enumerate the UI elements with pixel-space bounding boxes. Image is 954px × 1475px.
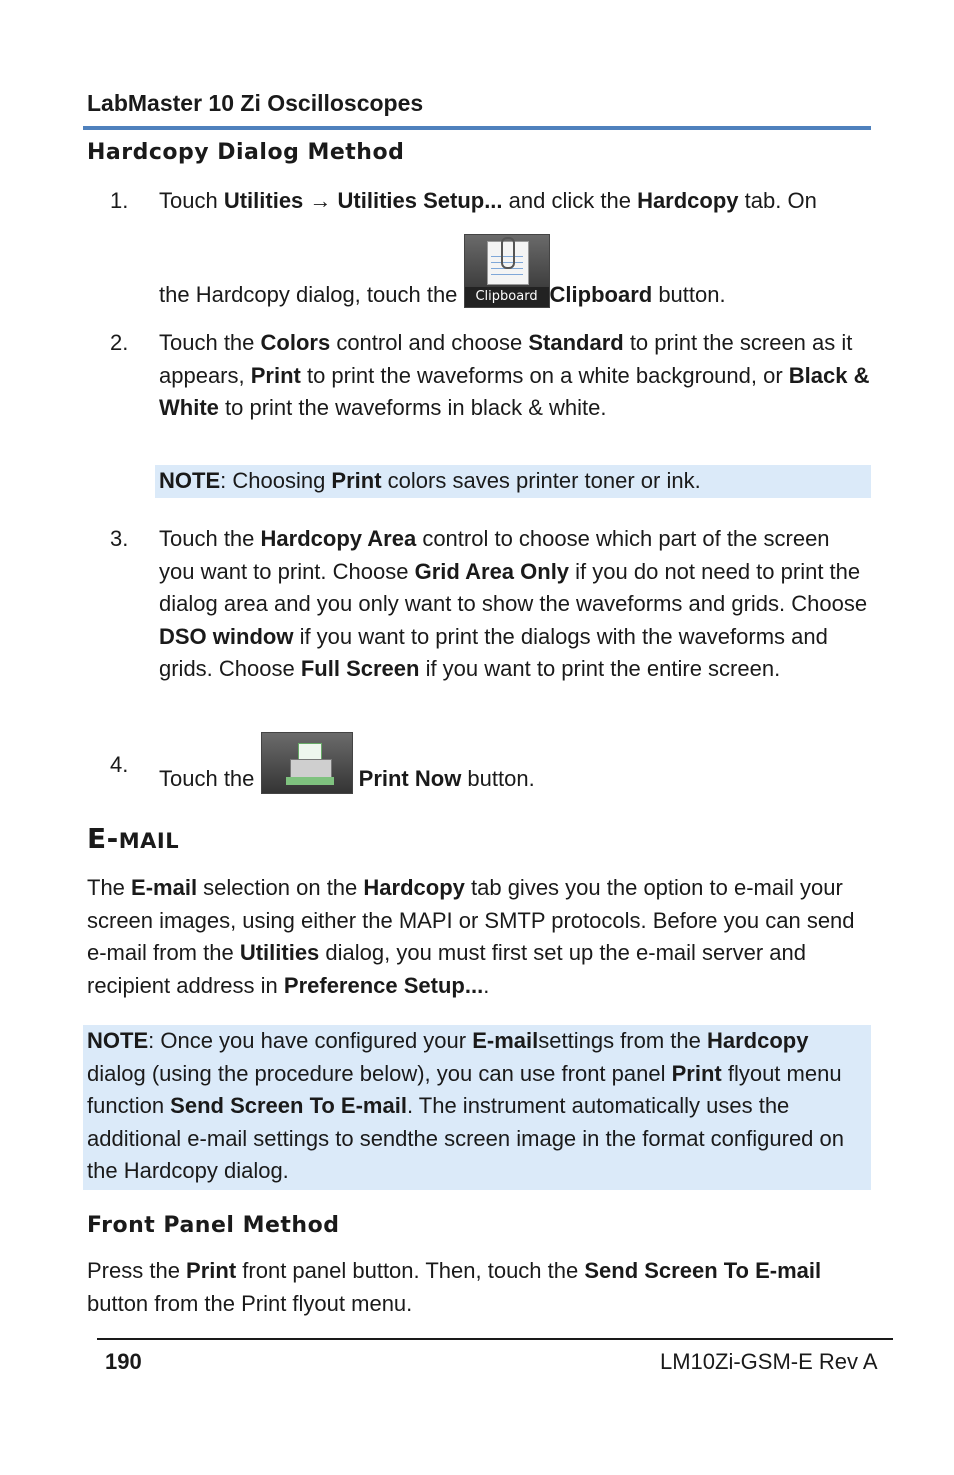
- step-text: Touch Utilities → Utilities Setup... and click the Hardcopy tab. On: [159, 188, 817, 213]
- step-text-continued: the Hardcopy dialog, touch the Clipboard Clipboard button.: [159, 234, 870, 312]
- clipboard-icon[interactable]: Clipboard: [464, 234, 550, 308]
- page-number: 190: [105, 1349, 142, 1374]
- step-number: 1.: [110, 188, 129, 213]
- step-text: Touch the Colors control and choose Standard to print the screen as it appears, Print to print the waveforms on a white background, or Black & White to print the waveforms in black & white.: [159, 330, 870, 420]
- step-number: 2.: [110, 330, 129, 355]
- step-text: Touch the Hardcopy Area control to choose which part of the screen you want to print. Choose Grid Area Only if you do not need to print the dialog area and you only want to show the waveforms and grids. Choose DSO window if you want to print the dialogs with the waveforms and grids. Choose Full Screen if you want to print the entire screen.: [159, 526, 868, 681]
- steps-list-continued: [110, 523, 870, 686]
- note-print-colors: NOTE: Choosing Print colors saves printer toner or ink.: [155, 465, 871, 498]
- steps-list: [110, 185, 870, 425]
- step-2: [110, 327, 870, 425]
- step-3: [110, 523, 870, 686]
- printer-icon[interactable]: [261, 732, 353, 794]
- steps-list-final: [110, 732, 870, 812]
- running-header: LabMaster 10 Zi Oscilloscopes: [87, 90, 424, 116]
- email-paragraph: The E-mail selection on the Hardcopy tab gives you the option to e-mail your screen images, using either the MAPI or SMTP protocols. Before you can send e-mail from the Utilities dialog, you must first set up the e-mail server and recipient address in Preference Setup....: [87, 875, 855, 998]
- front-panel-paragraph: Press the Print front panel button. Then, touch the Send Screen To E-mail button from the Print flyout menu.: [87, 1258, 822, 1316]
- step-4: [110, 732, 870, 812]
- footer-rule: [97, 1338, 893, 1340]
- section-heading-hardcopy-dialog: Hardcopy Dialog Method: [87, 140, 405, 165]
- step-number: 3.: [110, 526, 129, 551]
- section-heading-front-panel: Front Panel Method: [87, 1213, 340, 1238]
- step-number: 4.: [110, 752, 129, 777]
- step-text: Touch the Print Now button.: [159, 732, 870, 812]
- note-email-settings: NOTE: Once you have configured your E-mailsettings from the Hardcopy dialog (using the procedure below), you can use front panel Print flyout menu function Send Screen To E-mail. The instrument automatically uses the additional e-mail settings to sendthe screen image in the format configured on the Hardcopy dialog.: [83, 1025, 871, 1190]
- document-id: LM10Zi-GSM-E Rev A: [660, 1349, 878, 1374]
- header-rule: [83, 126, 871, 130]
- step-1: [110, 185, 870, 311]
- section-heading-email: E-MAIL: [87, 822, 180, 855]
